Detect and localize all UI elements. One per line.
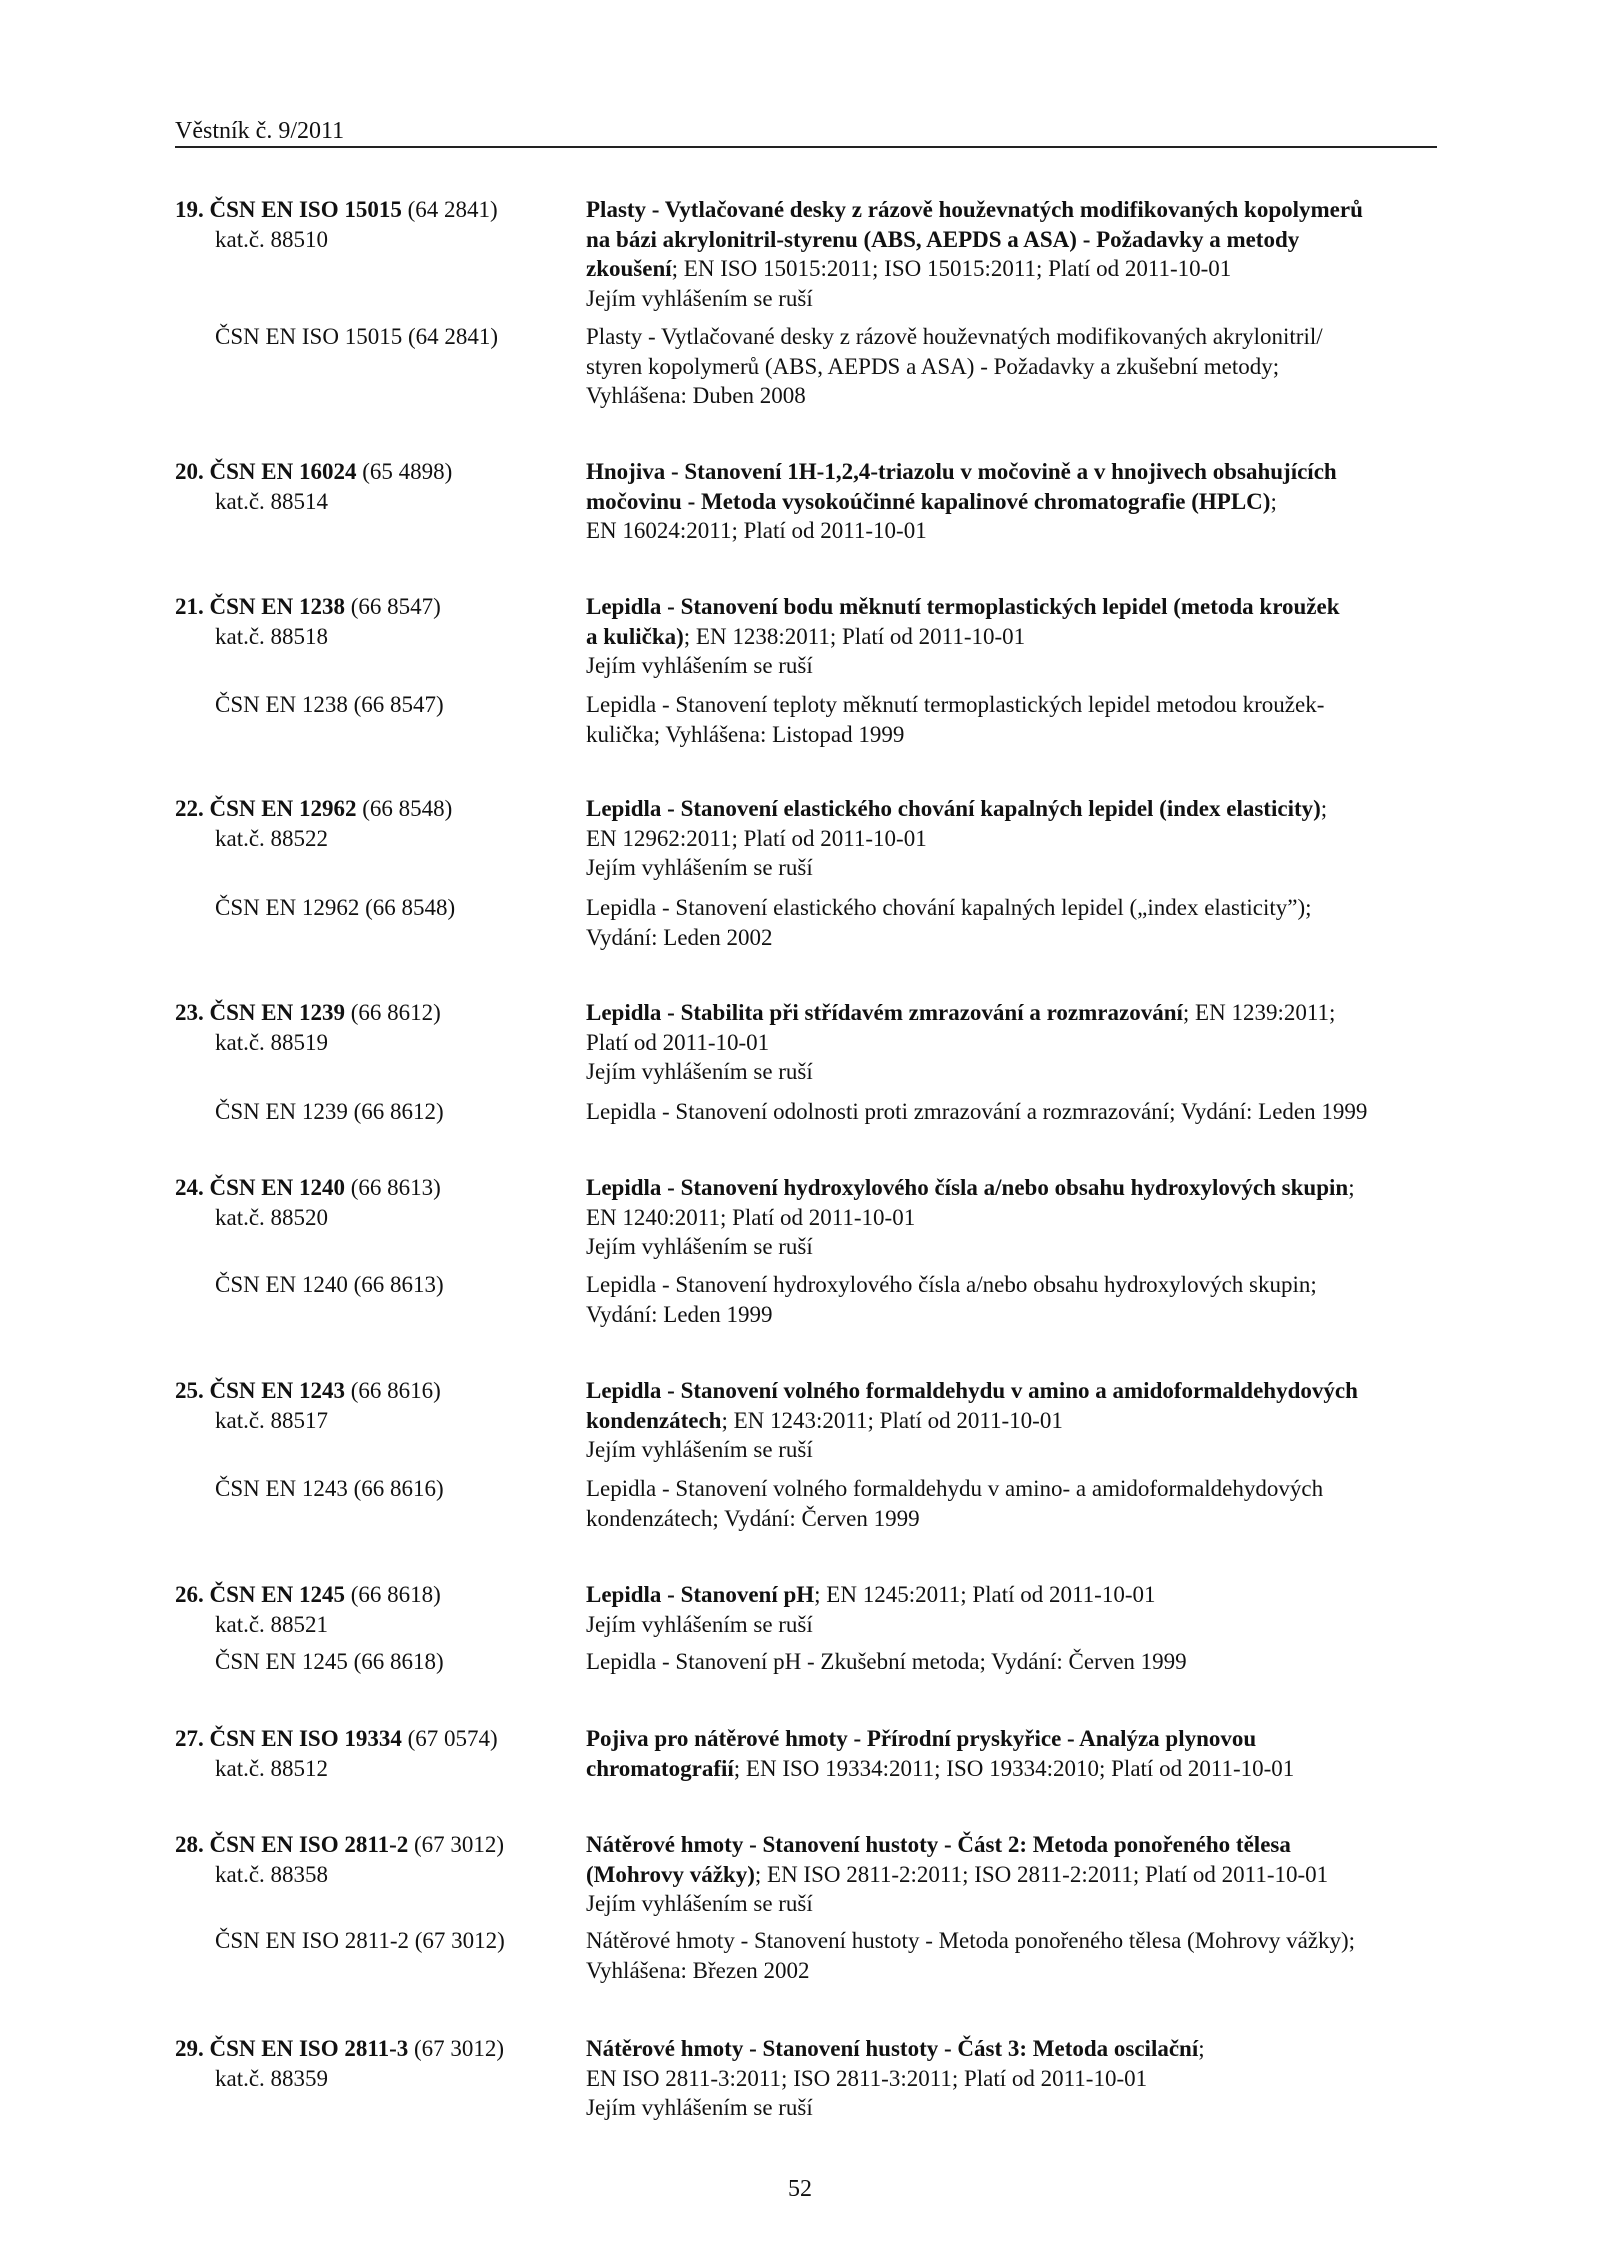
description-line: Vydání: Leden 2002 — [586, 924, 773, 950]
description-line — [586, 1830, 1328, 1860]
standard-code-line — [175, 592, 441, 622]
cancelled-standard-description — [586, 893, 1312, 952]
description-line — [586, 998, 1335, 1028]
entry-number: 26. — [175, 1582, 204, 1607]
description-title-bold: Lepidla - Stanovení volného formaldehydu v amino a amidoformaldehydových — [586, 1378, 1358, 1403]
catalog-number: kat.č. 88522 — [215, 825, 329, 851]
description-line: Lepidla - Stanovení odolnosti proti zmrazování a rozmrazování; Vydání: Leden 1999 — [586, 1099, 1368, 1124]
page-number: 52 — [788, 2176, 812, 2202]
header-rule — [175, 146, 1437, 148]
description-title-bold: (Mohrovy vážky) — [586, 1861, 755, 1887]
standard-code: ČSN EN ISO 2811-3 — [209, 2036, 409, 2061]
cancelled-standard-description — [586, 690, 1324, 749]
classification-code: (66 8616) — [350, 1378, 441, 1403]
description-line — [586, 1724, 1294, 1754]
catalog-number: kat.č. 88521 — [215, 1611, 329, 1637]
description-title-bold: na bázi akrylonitril-styrenu (ABS, AEPDS a ASA) - Požadavky a metody — [586, 226, 1300, 252]
entry-number: 22. — [175, 796, 204, 821]
standard-identifier — [175, 998, 441, 1057]
entry-number: 23. — [175, 1000, 204, 1025]
description-line — [586, 1754, 1294, 1784]
standard-code-line — [175, 1173, 441, 1203]
description-text: EN 12962:2011; Platí od 2011-10-01 — [586, 825, 927, 851]
description-title-bold: zkoušení — [586, 256, 672, 281]
journal-header-title: Věstník č. 9/2011 — [175, 118, 345, 144]
description-title-bold: Lepidla - Stanovení bodu měknutí termoplastických lepidel (metoda kroužek — [586, 594, 1340, 619]
cancelled-standard-code: ČSN EN ISO 15015 (64 2841) — [215, 324, 499, 349]
entry-number: 28. — [175, 1832, 204, 1857]
description-title-bold: Plasty - Vytlačované desky z rázově houževnatých modifikovaných kopolymerů — [586, 197, 1363, 222]
description-text: Jejím vyhlášením se ruší — [586, 1234, 813, 1259]
description-text: Jejím vyhlášením se ruší — [586, 653, 813, 678]
description-text: Platí od 2011-10-01 — [586, 1029, 770, 1055]
standard-number-and-code — [175, 197, 402, 222]
standard-number-and-code — [175, 1175, 345, 1200]
description-text: Jejím vyhlášením se ruší — [586, 1611, 813, 1637]
catalog-number: kat.č. 88358 — [215, 1861, 329, 1887]
standard-code: ČSN EN ISO 15015 — [209, 197, 402, 222]
description-line: kondenzátech; Vydání: Červen 1999 — [586, 1505, 920, 1531]
description-line: Vyhlášena: Březen 2002 — [586, 1957, 810, 1983]
description-line: Lepidla - Stanovení elastického chování kapalných lepidel („index elasticity”); — [586, 895, 1312, 920]
description-text: ; EN 1245:2011; Platí od 2011-10-01 — [814, 1582, 1156, 1607]
description-line — [586, 254, 1363, 284]
description-text: ; EN 1243:2011; Platí od 2011-10-01 — [721, 1407, 1063, 1433]
standard-number-and-code — [175, 594, 345, 619]
description-line — [586, 1028, 1335, 1058]
catalog-number: kat.č. 88517 — [215, 1407, 329, 1433]
description-text: ; EN ISO 2811-2:2011; ISO 2811-2:2011; Platí od 2011-10-01 — [754, 1861, 1329, 1887]
description-text: Jejím vyhlášením se ruší — [586, 1437, 813, 1462]
description-title-bold: Lepidla - Stanovení elastického chování kapalných lepidel (index elasticity) — [586, 796, 1321, 821]
description-line — [586, 592, 1340, 622]
description-title-bold: chromatografií — [586, 1755, 734, 1781]
standard-code: ČSN EN 1239 — [209, 1000, 345, 1025]
description-line — [586, 853, 1327, 883]
cancelled-standard-code: ČSN EN 12962 (66 8548) — [215, 895, 456, 920]
entry-number: 25. — [175, 1378, 204, 1403]
cancelled-standard-description — [586, 1647, 1187, 1677]
description-title-bold: Lepidla - Stanovení pH — [586, 1582, 815, 1607]
cancelled-standard-description — [586, 1097, 1367, 1127]
entry-number: 29. — [175, 2036, 204, 2061]
standard-description — [586, 457, 1337, 546]
classification-code: (65 4898) — [362, 459, 453, 484]
description-line — [586, 457, 1337, 487]
standard-description — [586, 794, 1327, 883]
standard-number-and-code — [175, 2036, 408, 2061]
classification-code: (66 8612) — [350, 1000, 441, 1025]
standard-code: ČSN EN 1245 — [209, 1582, 345, 1607]
standard-identifier — [175, 1580, 441, 1639]
description-line — [586, 1203, 1355, 1233]
standard-code: ČSN EN 1243 — [209, 1378, 345, 1403]
standard-code: ČSN EN 12962 — [209, 796, 357, 821]
standard-number-and-code — [175, 1582, 345, 1607]
catalog-number: kat.č. 88520 — [215, 1204, 329, 1230]
standard-code: ČSN EN 1240 — [209, 1175, 345, 1200]
standard-code: ČSN EN 16024 — [209, 459, 357, 484]
standard-code-line — [175, 1376, 441, 1406]
description-title-bold: močovinu - Metoda vysokoúčinné kapalinové chromatografie (HPLC) — [586, 488, 1271, 514]
cancelled-standard-description — [586, 322, 1323, 411]
standard-identifier — [175, 1376, 441, 1435]
description-line: Lepidla - Stanovení hydroxylového čísla a/nebo obsahu hydroxylových skupin; — [586, 1272, 1317, 1297]
description-text: ; — [1320, 796, 1328, 821]
cancelled-standard-code: ČSN EN 1240 (66 8613) — [215, 1272, 444, 1297]
standard-code-line — [175, 794, 452, 824]
entry-number: 20. — [175, 459, 204, 484]
classification-code: (66 8613) — [350, 1175, 441, 1200]
description-title-bold: Nátěrové hmoty - Stanovení hustoty - Část 3: Metoda oscilační — [586, 2036, 1199, 2061]
classification-code: (67 3012) — [413, 2036, 505, 2061]
standard-identifier — [175, 1173, 441, 1232]
description-title-bold: Lepidla - Stabilita při střídavém zmrazování a rozmrazování — [586, 1000, 1183, 1025]
standard-number-and-code — [175, 459, 356, 484]
standard-identifier — [175, 1830, 504, 1889]
standard-code-line — [175, 2034, 504, 2064]
cancelled-standard-code: ČSN EN 1245 (66 8618) — [215, 1649, 444, 1674]
description-line — [586, 824, 1327, 854]
description-line: Lepidla - Stanovení pH - Zkušební metoda; Vydání: Červen 1999 — [586, 1649, 1187, 1674]
description-line — [586, 1057, 1335, 1087]
standard-code-line — [175, 1580, 441, 1610]
classification-code: (67 3012) — [413, 1832, 505, 1857]
cancelled-standard-code: ČSN EN 1239 (66 8612) — [215, 1099, 444, 1124]
entry-number: 27. — [175, 1726, 204, 1751]
description-line — [586, 516, 1337, 546]
description-line — [586, 2034, 1205, 2064]
standard-code-line — [175, 1830, 504, 1860]
description-line — [586, 1173, 1355, 1203]
description-line — [586, 1580, 1156, 1610]
description-text: ; — [1270, 488, 1277, 514]
description-text: ; — [1348, 1175, 1355, 1200]
cancelled-standard-code: ČSN EN 1238 (66 8547) — [215, 692, 444, 717]
catalog-number: kat.č. 88514 — [215, 488, 329, 514]
description-line: Nátěrové hmoty - Stanovení hustoty - Metoda ponořeného tělesa (Mohrovy vážky); — [586, 1928, 1356, 1953]
description-line: kulička; Vyhlášena: Listopad 1999 — [586, 721, 905, 747]
description-line — [586, 622, 1340, 652]
description-line — [586, 1232, 1355, 1262]
standard-code: ČSN EN 1238 — [209, 594, 345, 619]
description-line — [586, 1860, 1328, 1890]
classification-code: (66 8618) — [350, 1582, 441, 1607]
standard-description — [586, 1580, 1156, 1639]
classification-code: (67 0574) — [407, 1726, 498, 1751]
description-text: ; EN 1238:2011; Platí od 2011-10-01 — [683, 623, 1026, 649]
entry-number: 24. — [175, 1175, 204, 1200]
description-line — [586, 225, 1363, 255]
standard-identifier — [175, 1724, 498, 1783]
catalog-number: kat.č. 88512 — [215, 1755, 329, 1781]
description-line — [586, 2064, 1205, 2094]
description-line — [586, 1889, 1328, 1919]
description-title-bold: Nátěrové hmoty - Stanovení hustoty - Část 2: Metoda ponořeného tělesa — [586, 1832, 1291, 1857]
description-text: EN 1240:2011; Platí od 2011-10-01 — [586, 1204, 916, 1230]
standard-description — [586, 998, 1335, 1087]
description-line: Lepidla - Stanovení teploty měknutí termoplastických lepidel metodou kroužek- — [586, 692, 1325, 717]
description-line: styren kopolymerů (ABS, AEPDS a ASA) - Požadavky a zkušební metody; — [586, 353, 1280, 379]
description-title-bold: Pojiva pro nátěrové hmoty - Přírodní pryskyřice - Analýza plynovou — [586, 1726, 1257, 1751]
catalog-number: kat.č. 88519 — [215, 1029, 329, 1055]
description-line: Lepidla - Stanovení volného formaldehydu v amino- a amidoformaldehydových — [586, 1476, 1324, 1501]
description-title-bold: kondenzátech — [586, 1407, 722, 1433]
standard-number-and-code — [175, 796, 356, 821]
description-line — [586, 487, 1337, 517]
standard-code-line — [175, 1724, 498, 1754]
standard-code-line — [175, 457, 452, 487]
description-line — [586, 284, 1363, 314]
standard-identifier — [175, 592, 441, 651]
description-line — [586, 651, 1340, 681]
cancelled-standard-description — [586, 1474, 1323, 1533]
description-text: Jejím vyhlášením se ruší — [586, 1891, 813, 1916]
standard-description — [586, 1173, 1355, 1262]
description-text: Jejím vyhlášením se ruší — [586, 2095, 813, 2120]
entry-number: 21. — [175, 594, 204, 619]
classification-code: (66 8547) — [350, 594, 441, 619]
description-text: EN ISO 2811-3:2011; ISO 2811-3:2011; Platí od 2011-10-01 — [586, 2065, 1148, 2091]
description-title-bold: Lepidla - Stanovení hydroxylového čísla a/nebo obsahu hydroxylových skupin — [586, 1175, 1349, 1200]
description-line — [586, 794, 1327, 824]
standard-description — [586, 592, 1340, 681]
standard-description — [586, 1376, 1358, 1465]
description-title-bold: Hnojiva - Stanovení 1H-1,2,4-triazolu v močovině a v hnojivech obsahujících — [586, 459, 1337, 484]
entry-number: 19. — [175, 197, 204, 222]
description-text: ; EN ISO 19334:2011; ISO 19334:2010; Platí od 2011-10-01 — [733, 1755, 1295, 1781]
catalog-number: kat.č. 88510 — [215, 226, 329, 252]
standard-number-and-code — [175, 1000, 345, 1025]
description-text: ; EN ISO 15015:2011; ISO 15015:2011; Platí od 2011-10-01 — [671, 256, 1232, 281]
standard-identifier — [175, 195, 498, 254]
description-text: Jejím vyhlášením se ruší — [586, 855, 813, 880]
cancelled-standard-code: ČSN EN ISO 2811-2 (67 3012) — [215, 1928, 505, 1953]
description-line — [586, 1406, 1358, 1436]
standard-identifier — [175, 794, 452, 853]
description-title-bold: a kulička) — [586, 623, 684, 649]
description-line — [586, 1435, 1358, 1465]
description-text: Jejím vyhlášením se ruší — [586, 1059, 813, 1084]
classification-code: (66 8548) — [362, 796, 453, 821]
description-line: Plasty - Vytlačované desky z rázově houževnatých modifikovaných akrylonitril/ — [586, 324, 1323, 349]
description-line — [586, 2093, 1205, 2123]
description-line — [586, 1610, 1156, 1640]
description-text: Jejím vyhlášením se ruší — [586, 285, 813, 311]
standard-code: ČSN EN ISO 2811-2 — [209, 1832, 409, 1857]
standard-code-line — [175, 195, 498, 225]
standard-number-and-code — [175, 1726, 402, 1751]
standard-description — [586, 1830, 1328, 1919]
standard-description — [586, 2034, 1205, 2123]
description-text: ; — [1198, 2036, 1205, 2061]
standard-identifier — [175, 457, 452, 516]
standard-identifier — [175, 2034, 504, 2093]
description-text: ; EN 1239:2011; — [1182, 1000, 1336, 1025]
catalog-number: kat.č. 88518 — [215, 623, 329, 649]
standard-number-and-code — [175, 1378, 345, 1403]
description-text: EN 16024:2011; Platí od 2011-10-01 — [586, 518, 927, 543]
description-line — [586, 1376, 1358, 1406]
cancelled-standard-code: ČSN EN 1243 (66 8616) — [215, 1476, 444, 1501]
standard-number-and-code — [175, 1832, 408, 1857]
description-line: Vyhlášena: Duben 2008 — [586, 383, 806, 408]
catalog-number: kat.č. 88359 — [215, 2065, 329, 2091]
cancelled-standard-description — [586, 1926, 1355, 1985]
cancelled-standard-description — [586, 1270, 1317, 1329]
standard-code-line — [175, 998, 441, 1028]
classification-code: (64 2841) — [407, 197, 498, 222]
standard-description — [586, 195, 1363, 313]
description-line: Vydání: Leden 1999 — [586, 1301, 773, 1327]
standard-description — [586, 1724, 1294, 1783]
description-line — [586, 195, 1363, 225]
standard-code: ČSN EN ISO 19334 — [209, 1726, 402, 1751]
